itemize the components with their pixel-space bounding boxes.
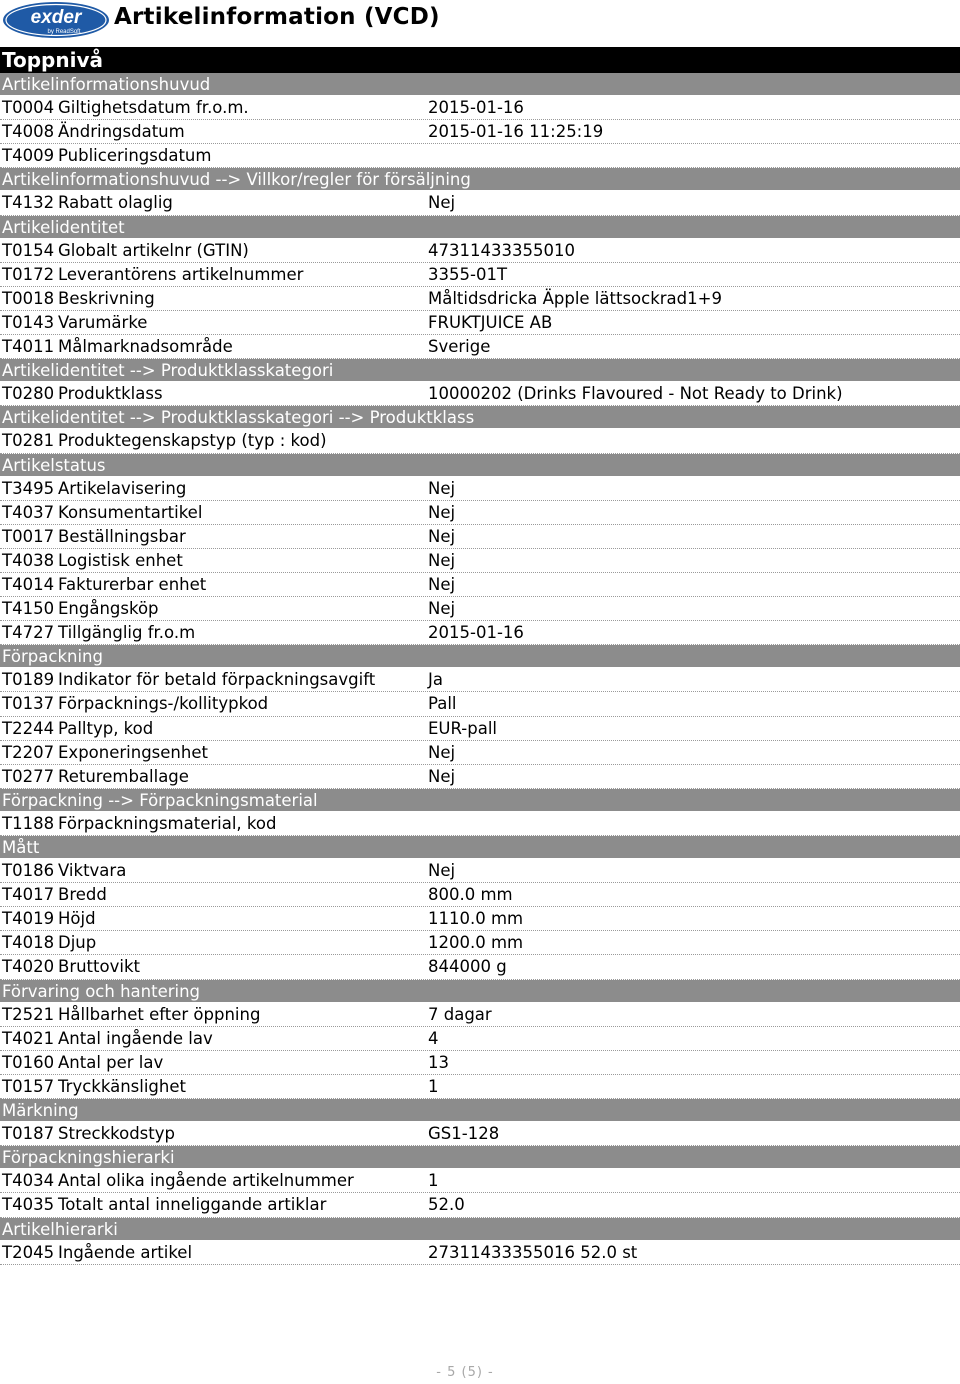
field-label: Bruttovikt [58,957,140,977]
field-label: Ändringsdatum [58,122,185,142]
field-row [0,883,960,907]
field-label: Artikelavisering [58,478,187,498]
field-value: Nej [428,861,456,881]
field-label: Förpackningsmaterial, kod [58,813,277,833]
section-header: Artikelidentitet [0,216,960,239]
field-value: Nej [428,193,456,213]
field-value: Nej [428,574,456,594]
field-value: 2015-01-16 [428,623,524,643]
field-row [0,144,960,168]
field-row [0,549,960,573]
field-label: Beställningsbar [58,526,186,546]
field-row [0,96,960,120]
field-label: Leverantörens artikelnummer [58,264,304,284]
field-label: Totalt antal inneliggande artiklar [58,1195,327,1215]
field-label: Produktegenskapstyp (typ : kod) [58,431,327,451]
field-code: T4008 [2,122,55,142]
field-label: Ingående artikel [58,1242,193,1262]
field-code: T0187 [2,1124,55,1144]
field-row [0,741,960,765]
field-value: 1 [428,1171,439,1191]
field-value: 1200.0 mm [428,933,524,953]
section-header: Artikelinformationshuvud [0,73,960,96]
field-row [0,859,960,883]
field-row [0,382,960,406]
field-row [0,955,960,979]
field-label: Exponeringsenhet [58,742,208,762]
field-code: T0154 [2,240,55,260]
field-code: T0186 [2,861,55,881]
section-header: Artikelhierarki [0,1218,960,1241]
field-row [0,239,960,263]
field-value: 27311433355016 52.0 st [428,1242,638,1262]
field-row [0,1241,960,1265]
field-row [0,692,960,716]
section-header: Artikelidentitet --> Produktklasskategori --> Produktklass [0,406,960,429]
field-label: Produktklass [58,384,163,404]
field-value: 13 [428,1052,449,1072]
field-value: GS1-128 [428,1124,500,1144]
page-number: - 5 (5) - [436,1365,494,1380]
field-row [0,501,960,525]
field-value: Ja [428,670,443,690]
field-code: T0018 [2,288,55,308]
field-value: Nej [428,502,456,522]
field-value: 1110.0 mm [428,909,524,929]
field-label: Streckkodstyp [58,1124,175,1144]
field-code: T4034 [2,1171,55,1191]
field-label: Indikator för betald förpackningsavgift [58,670,376,690]
field-code: T4011 [2,337,55,357]
field-label: Hållbarhet efter öppning [58,1004,261,1024]
field-row [0,621,960,645]
field-code: T0017 [2,526,55,546]
field-row [0,765,960,789]
field-row [0,1075,960,1099]
field-value: 4 [428,1028,439,1048]
field-code: T4035 [2,1195,55,1215]
section-header: Artikelidentitet --> Produktklasskategori [0,359,960,382]
field-value: 52.0 [428,1195,465,1215]
field-row [0,429,960,453]
field-row [0,191,960,215]
field-label: Rabatt olaglig [58,193,173,213]
field-label: Tryckkänslighet [58,1076,186,1096]
field-row [0,1122,960,1146]
field-code: T0172 [2,264,55,284]
field-row [0,287,960,311]
field-code: T4038 [2,550,55,570]
field-code: T4037 [2,502,55,522]
field-label: Antal ingående lav [58,1028,213,1048]
field-label: Returemballage [58,766,189,786]
field-code: T4150 [2,599,55,619]
field-code: T2244 [2,718,55,738]
field-value: 2015-01-16 [428,98,524,118]
svg-text:exder: exder [30,7,82,28]
section-header: Förpackning --> Förpackningsmaterial [0,789,960,812]
page-title: Artikelinformation (VCD) [114,4,440,30]
field-value: Måltidsdricka Äpple lättsockrad1+9 [428,288,722,308]
field-row [0,1169,960,1193]
section-header: Märkning [0,1099,960,1122]
field-row [0,717,960,741]
field-label: Logistisk enhet [58,550,183,570]
field-label: Globalt artikelnr (GTIN) [58,240,249,260]
field-code: T0004 [2,98,55,118]
section-header: Förpackning [0,645,960,668]
field-row [0,1003,960,1027]
field-label: Bredd [58,885,107,905]
field-label: Tillgänglig fr.o.m [58,623,196,643]
section-header: Förvaring och hantering [0,980,960,1003]
field-label: Beskrivning [58,288,155,308]
field-row [0,1051,960,1075]
field-label: Viktvara [58,861,127,881]
field-value: 3355-01T [428,264,508,284]
field-value: 47311433355010 [428,240,575,260]
field-code: T2521 [2,1004,55,1024]
field-label: Höjd [58,909,96,929]
section-header: Artikelinformationshuvud --> Villkor/regler för försäljning [0,168,960,191]
field-value: 2015-01-16 11:25:19 [428,122,604,142]
field-code: T4021 [2,1028,55,1048]
field-label: Varumärke [58,312,148,332]
svg-text:by ReadSoft: by ReadSoft [47,29,81,35]
field-label: Förpacknings-/kollitypkod [58,694,269,714]
field-code: T0143 [2,312,55,332]
field-value: Nej [428,766,456,786]
article-info-table [0,73,960,1265]
field-code: T4727 [2,623,55,643]
field-code: T0157 [2,1076,55,1096]
field-value: Nej [428,599,456,619]
field-row [0,668,960,692]
field-row [0,525,960,549]
field-value: Nej [428,478,456,498]
section-header: Artikelstatus [0,454,960,477]
exder-logo [2,1,110,39]
field-code: T0281 [2,431,55,451]
field-label: Palltyp, kod [58,718,154,738]
field-label: Fakturerbar enhet [58,574,207,594]
field-label: Målmarknadsområde [58,337,233,357]
field-value: 800.0 mm [428,885,513,905]
field-row [0,120,960,144]
field-code: T4132 [2,193,55,213]
field-row [0,812,960,836]
field-row [0,907,960,931]
field-code: T1188 [2,813,55,833]
field-code: T4020 [2,957,55,977]
field-value: 7 dagar [428,1004,492,1024]
section-header: Förpackningshierarki [0,1146,960,1169]
field-code: T4009 [2,146,55,166]
section-header: Mått [0,836,960,859]
field-row [0,311,960,335]
field-value: 1 [428,1076,439,1096]
field-value: 844000 g [428,957,507,977]
field-value: Nej [428,742,456,762]
field-row [0,263,960,287]
field-row [0,335,960,359]
field-code: T0277 [2,766,55,786]
field-code: T4019 [2,909,55,929]
field-code: T0137 [2,694,55,714]
field-value: Pall [428,694,457,714]
field-value: Sverige [428,337,491,357]
field-label: Antal per lav [58,1052,164,1072]
page-footer [0,1365,960,1380]
field-code: T0160 [2,1052,55,1072]
field-code: T4018 [2,933,55,953]
field-row [0,477,960,501]
field-value: FRUKTJUICE AB [428,312,553,332]
field-value: 10000202 (Drinks Flavoured - Not Ready to Drink) [428,384,843,404]
field-label: Publiceringsdatum [58,146,212,166]
field-code: T2207 [2,742,55,762]
field-value: Nej [428,526,456,546]
field-row [0,1027,960,1051]
field-code: T4017 [2,885,55,905]
field-code: T0280 [2,384,55,404]
field-label: Djup [58,933,97,953]
field-row [0,1193,960,1217]
field-row [0,597,960,621]
field-label: Engångsköp [58,599,159,619]
field-code: T2045 [2,1242,55,1262]
field-label: Giltighetsdatum fr.o.m. [58,98,249,118]
field-row [0,931,960,955]
field-value: Nej [428,550,456,570]
field-row [0,573,960,597]
field-label: Konsumentartikel [58,502,203,522]
field-code: T4014 [2,574,55,594]
top-level-bar: Toppnivå [0,47,960,73]
field-code: T0189 [2,670,55,690]
document-header [0,0,960,46]
field-code: T3495 [2,478,55,498]
field-value: EUR-pall [428,718,498,738]
field-label: Antal olika ingående artikelnummer [58,1171,354,1191]
